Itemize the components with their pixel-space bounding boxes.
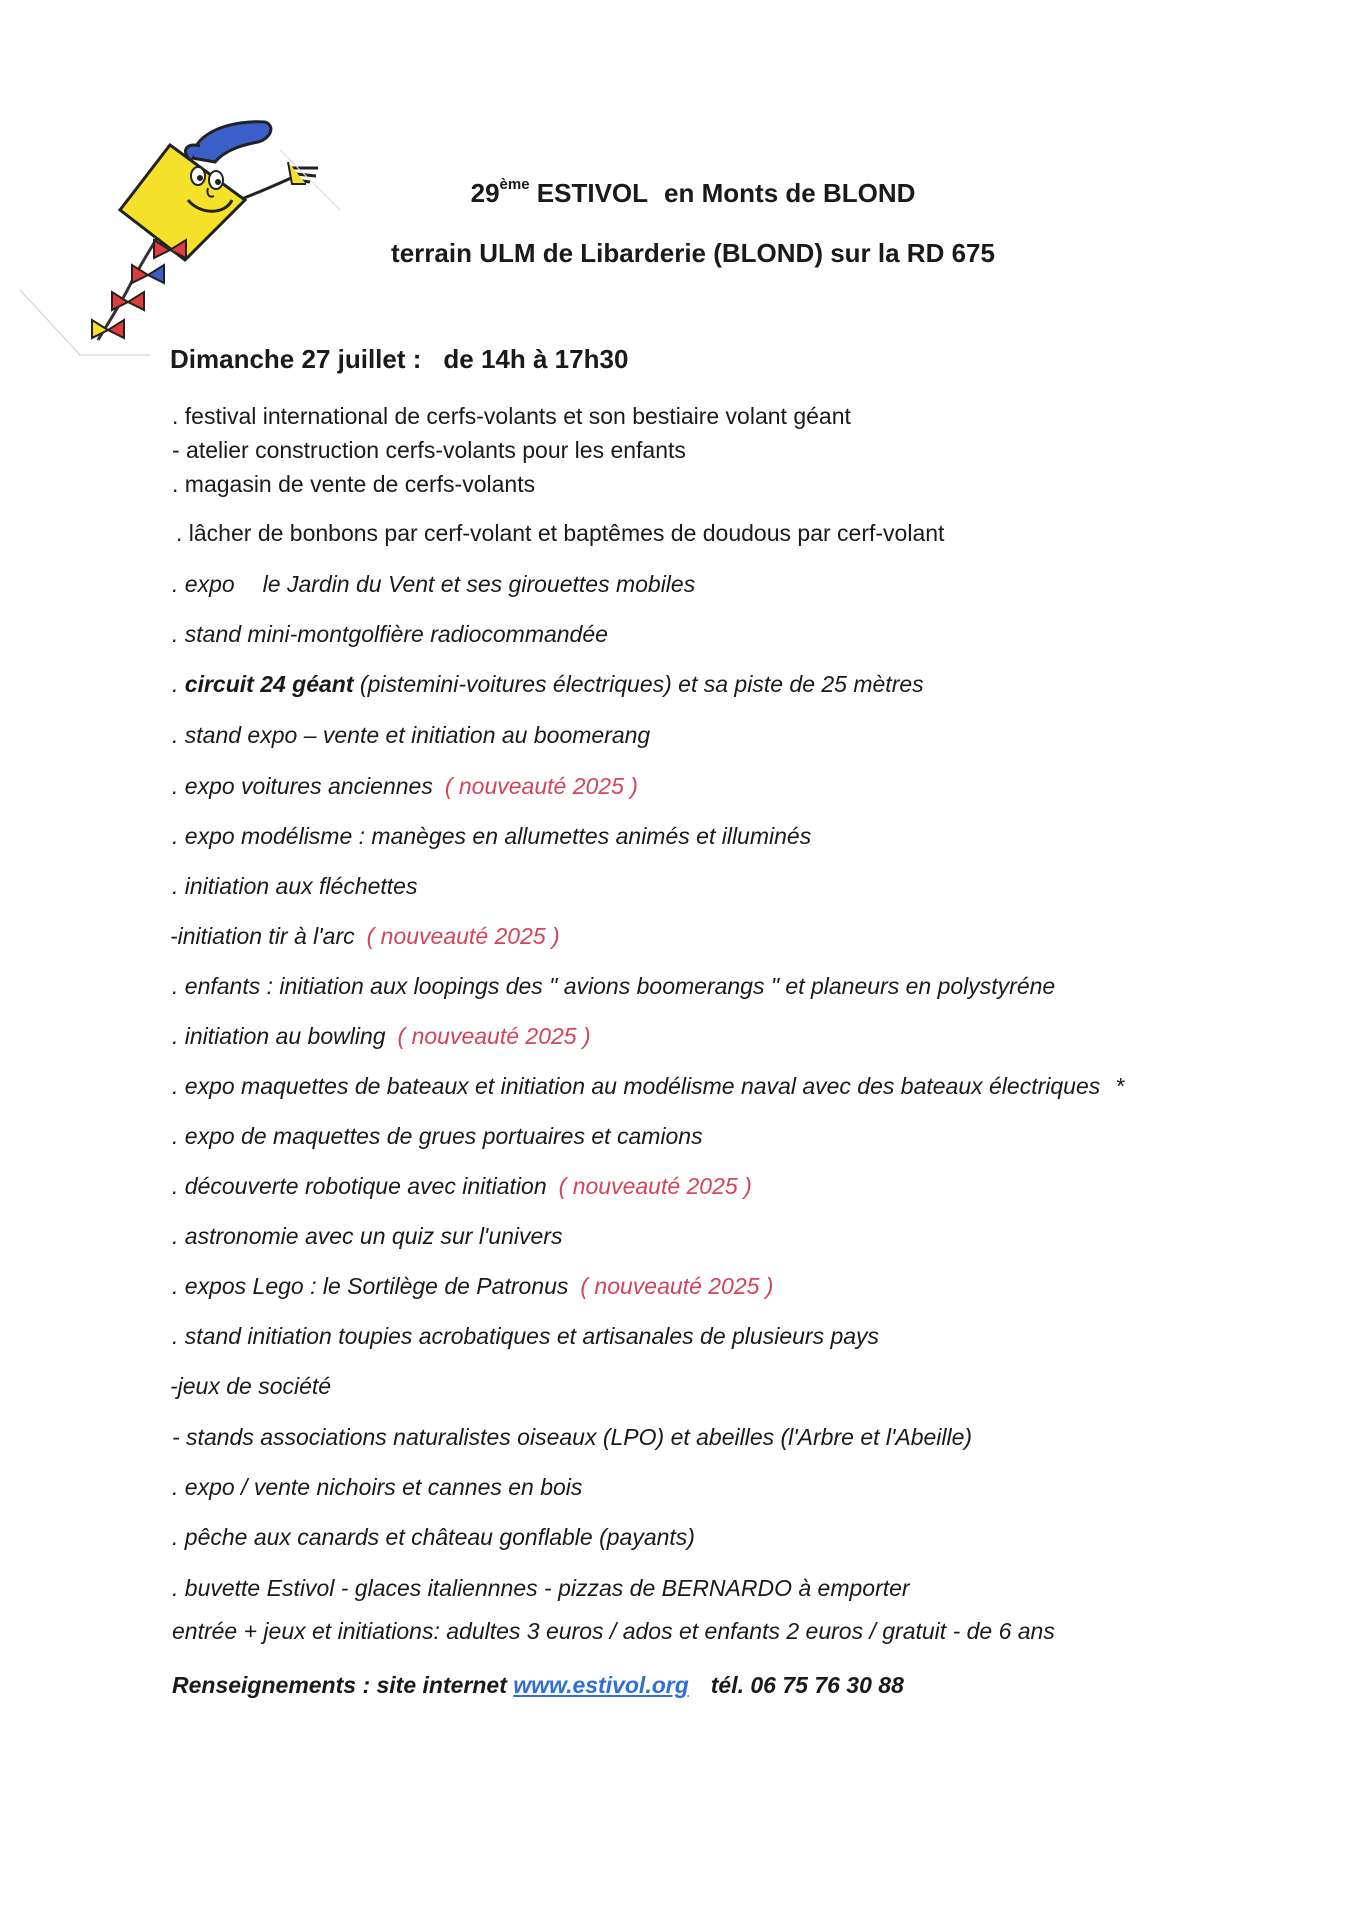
list-item: . stand mini-montgolfière radiocommandée	[172, 621, 608, 647]
new-badge: ( nouveauté 2025 )	[580, 1273, 774, 1299]
event-name: ESTIVOL	[536, 178, 649, 208]
pricing-line: entrée + jeux et initiations: adultes 3 euros / ados et enfants 2 euros / gratuit - de 6 ans	[172, 1618, 1055, 1644]
list-item-text: . expo voitures anciennes	[172, 773, 433, 799]
list-item: . initiation aux fléchettes	[172, 873, 418, 899]
list-item-text: le Jardin du Vent et ses girouettes mobiles	[262, 571, 696, 597]
list-item	[172, 1272, 773, 1300]
list-item: . expo de maquettes de grues portuaires et camions	[172, 1123, 703, 1149]
list-item	[170, 922, 560, 950]
edition-number: 29	[470, 178, 500, 208]
event-date	[170, 344, 628, 375]
list-item: . stand initiation toupies acrobatiques et artisanales de plusieurs pays	[172, 1323, 880, 1349]
list-item: -jeux de société	[170, 1373, 332, 1399]
list-item: . buvette Estivol - glaces italiennnes - pizzas de BERNARDO à emporter	[172, 1575, 910, 1601]
list-item: . pêche aux canards et château gonflable (payants)	[172, 1524, 695, 1550]
list-item: - atelier construction cerfs-volants pour les enfants	[172, 437, 686, 463]
list-item: . expo modélisme : manèges en allumettes animés et illuminés	[172, 823, 812, 849]
list-item	[172, 1072, 1125, 1100]
event-day: Dimanche 27 juillet :	[170, 344, 422, 374]
list-item-text: . initiation au bowling	[172, 1023, 386, 1049]
list-item-prefix: .	[172, 671, 185, 697]
list-item-prefix: . expo	[172, 571, 235, 597]
new-badge: ( nouveauté 2025 )	[366, 923, 560, 949]
list-item-text: . découverte robotique avec initiation	[172, 1173, 547, 1199]
list-item: - stands associations naturalistes oiseaux (LPO) et abeilles (l'Arbre et l'Abeille)	[172, 1424, 973, 1450]
event-hours: de 14h à 17h30	[443, 344, 629, 374]
list-item: . astronomie avec un quiz sur l'univers	[172, 1223, 563, 1249]
list-item	[172, 570, 695, 598]
new-badge: ( nouveauté 2025 )	[558, 1173, 752, 1199]
list-item-text: . expo maquettes de bateaux et initiation au modélisme naval avec des bateaux électriques	[172, 1073, 1101, 1099]
list-item	[172, 772, 638, 800]
phone-number: tél. 06 75 76 30 88	[710, 1672, 904, 1698]
website-link[interactable]: www.estivol.org	[513, 1672, 689, 1698]
list-item-highlight: circuit 24 géant	[184, 671, 354, 697]
list-item: . magasin de vente de cerfs-volants	[172, 471, 536, 497]
list-item: . lâcher de bonbons par cerf-volant et baptêmes de doudous par cerf-volant	[176, 520, 945, 546]
list-item	[172, 1172, 752, 1200]
contact-label: Renseignements : site internet	[172, 1672, 507, 1698]
asterisk-note: *	[1116, 1073, 1126, 1099]
event-venue: terrain ULM de Libarderie (BLOND) sur la RD 675	[391, 238, 995, 268]
list-item	[172, 670, 924, 698]
edition-suffix: ème	[499, 176, 530, 194]
list-item-text: . expos Lego : le Sortilège de Patronus	[172, 1273, 569, 1299]
list-item: . expo / vente nichoirs et cannes en bois	[172, 1474, 583, 1500]
list-item: . enfants : initiation aux loopings des " avions boomerangs " et planeurs en polystyréne	[172, 973, 1056, 999]
list-item	[172, 1022, 591, 1050]
new-badge: ( nouveauté 2025 )	[397, 1023, 591, 1049]
new-badge: ( nouveauté 2025 )	[444, 773, 638, 799]
list-item: . stand expo – vente et initiation au boomerang	[172, 722, 651, 748]
event-location: en Monts de BLOND	[664, 178, 916, 208]
event-title	[0, 178, 1358, 209]
contact-line	[172, 1671, 904, 1699]
list-item-text: -initiation tir à l'arc	[170, 923, 355, 949]
list-item-text: (pistemini-voitures électriques) et sa piste de 25 mètres	[353, 671, 924, 697]
list-item: . festival international de cerfs-volants et son bestiaire volant géant	[172, 403, 851, 429]
